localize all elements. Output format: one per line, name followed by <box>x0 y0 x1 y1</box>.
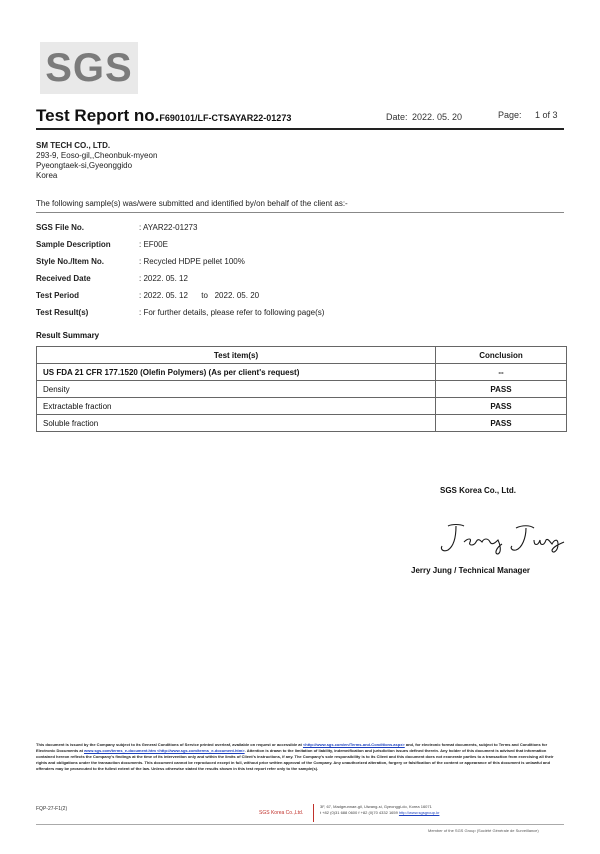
form-code: FQP-27-F1(2) <box>36 806 68 812</box>
field-value: : 2022. 05. 12 <box>139 274 188 283</box>
client-name: SM TECH CO., LTD. <box>36 141 111 150</box>
conclusion-cell: PASS <box>436 398 567 415</box>
signature-image <box>430 520 570 556</box>
footer-contact-line <box>320 810 439 816</box>
report-number: F690101/LF-CTSAYAR22-01273 <box>159 113 292 123</box>
e-document-terms-link[interactable]: www.sgs.com/terms_e-document.htm <http://www.sgs.com/terms_e-document.htm> <box>84 748 245 753</box>
conclusion-cell: -- <box>436 364 567 381</box>
field-label: Sample Description <box>36 240 111 249</box>
column-header-test-items: Test item(s) <box>37 347 436 364</box>
table-row <box>37 398 567 415</box>
client-address-line: Korea <box>36 171 58 180</box>
client-block <box>36 141 157 181</box>
footer-rule <box>36 824 564 825</box>
client-address-line: 293-9, Eoso-gil,,Cheonbuk-myeon <box>36 151 158 160</box>
result-summary-table <box>36 346 567 432</box>
footer-phone: t +82 (0)31 688 0600 f +82 (0)70 4332 1659 <box>320 810 399 815</box>
conclusion-cell: PASS <box>436 415 567 432</box>
sgs-logo-text: SGS <box>45 46 133 90</box>
test-item-cell: Density <box>37 381 436 398</box>
test-item-cell: Soluble fraction <box>37 415 436 432</box>
footnote-text: and, for electronic format documents, subject to Terms and Conditions for Electronic Documents at <box>36 742 548 753</box>
field-label: Test Result(s) <box>36 308 89 317</box>
signoff-company: SGS Korea Co., Ltd. <box>440 486 517 495</box>
table-row <box>37 381 567 398</box>
footer-divider <box>313 804 314 822</box>
conclusion-cell: PASS <box>436 381 567 398</box>
field-label: Style No./Item No. <box>36 257 105 266</box>
report-title-lead: Test Report no. <box>36 106 160 125</box>
page-label: Page: <box>498 110 522 120</box>
field-value: : AYAR22-01273 <box>139 223 198 232</box>
signer-name: Jerry Jung / Technical Manager <box>411 566 531 575</box>
result-summary-title: Result Summary <box>36 331 100 340</box>
field-value: : For further details, please refer to following page(s) <box>139 308 325 317</box>
test-item-cell: US FDA 21 CFR 177.1520 (Olefin Polymers) (As per client's request) <box>37 364 436 381</box>
footnote-text: . Attention is drawn to the limitation of liability, indemnification and jurisdiction issues defined therein. Any holder of this document is advised that information contained hereon reflects the Company's findings at the time of its intervention only and within the limits of Client's instructions, if any. The Company's sole responsibility is to its Client and this document does not exonerate parties to a transaction from exercising all their rights and obligations under the transaction documents. This document cannot be reproduced except in full, without prior written approval of the Company. Any unauthorized alteration, forgery or falsification of the content or appearance of this document is unlawful and offenders may be prosecuted to the fullest extent of the law. Unless otherwise stated the results shown in this test report refer only to the sample(s). <box>36 748 554 771</box>
column-header-conclusion: Conclusion <box>436 347 567 364</box>
footer-address-line: 3F, 67, Madgeunnae-gil, Uiwang-si, Gyeonggi-do, Korea 16071 <box>320 804 432 809</box>
field-label: Received Date <box>36 274 91 283</box>
client-address-line: Pyeongtaek-si,Gyeonggido <box>36 161 133 170</box>
field-label: Test Period <box>36 291 79 300</box>
header-rule <box>36 128 564 130</box>
intro-rule <box>36 212 564 213</box>
table-row <box>37 415 567 432</box>
page-value: 1 of 3 <box>535 110 558 120</box>
footer-address <box>320 804 439 816</box>
sgs-logo <box>40 42 138 94</box>
footer-website-link[interactable]: http://www.sgsgroup.kr <box>398 810 440 815</box>
field-value: : Recycled HDPE pellet 100% <box>139 257 245 266</box>
footer-company: SGS Korea Co.,Ltd. <box>259 810 304 816</box>
date-value: 2022. 05. 20 <box>412 112 463 122</box>
terms-link[interactable]: <http://www.sgs.com/en/Terms-and-Conditions.aspx> <box>302 742 405 747</box>
field-value: : EF00E <box>139 240 168 249</box>
member-statement: Member of the SGS Group (Société Générale de Surveillance) <box>428 828 539 833</box>
field-label: SGS File No. <box>36 223 85 232</box>
footnote-text: This document is issued by the Company subject to its General Conditions of Service printed overleaf, available on request or accessible at <box>36 742 303 747</box>
table-row <box>37 364 567 381</box>
intro-text: The following sample(s) was/were submitted and identified by/on behalf of the client as:- <box>36 199 348 208</box>
test-item-cell: Extractable fraction <box>37 398 436 415</box>
date-label: Date: <box>386 112 408 122</box>
report-title <box>36 106 291 126</box>
table-header-row <box>37 347 567 364</box>
field-value: : 2022. 05. 12 to 2022. 05. 20 <box>139 291 260 300</box>
legal-footnote <box>36 742 564 772</box>
